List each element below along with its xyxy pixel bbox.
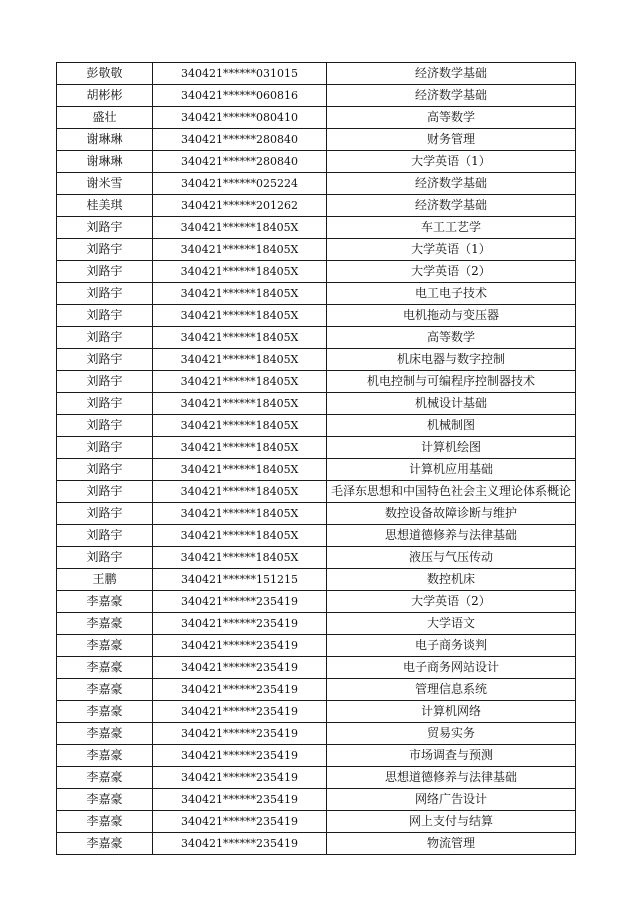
course-name-cell: 财务管理 <box>327 129 576 151</box>
student-name-cell: 刘路宇 <box>57 371 153 393</box>
table-row <box>57 129 576 151</box>
table-row <box>57 459 576 481</box>
student-name-cell: 刘路宇 <box>57 305 153 327</box>
id-number-cell: 340421******235419 <box>153 723 327 745</box>
course-name-cell: 大学英语（1） <box>327 151 576 173</box>
records-table <box>56 62 576 855</box>
course-name-cell: 经济数学基础 <box>327 195 576 217</box>
id-number-cell: 340421******235419 <box>153 767 327 789</box>
course-name-cell: 机电控制与可编程序控制器技术 <box>327 371 576 393</box>
course-name-cell: 数控机床 <box>327 569 576 591</box>
student-name-cell: 桂美琪 <box>57 195 153 217</box>
id-number-cell: 340421******025224 <box>153 173 327 195</box>
course-name-cell: 计算机网络 <box>327 701 576 723</box>
id-number-cell: 340421******201262 <box>153 195 327 217</box>
student-name-cell: 谢琳琳 <box>57 151 153 173</box>
table-row <box>57 305 576 327</box>
course-name-cell: 电子商务谈判 <box>327 635 576 657</box>
table-row <box>57 349 576 371</box>
course-name-cell: 车工工艺学 <box>327 217 576 239</box>
student-name-cell: 盛壮 <box>57 107 153 129</box>
table-row <box>57 85 576 107</box>
table-row <box>57 195 576 217</box>
course-name-cell: 机械制图 <box>327 415 576 437</box>
course-name-cell: 计算机绘图 <box>327 437 576 459</box>
student-name-cell: 李嘉豪 <box>57 679 153 701</box>
student-name-cell: 李嘉豪 <box>57 789 153 811</box>
student-name-cell: 刘路宇 <box>57 261 153 283</box>
course-name-cell: 经济数学基础 <box>327 85 576 107</box>
course-name-cell: 液压与气压传动 <box>327 547 576 569</box>
course-name-cell: 高等数学 <box>327 327 576 349</box>
student-name-cell: 刘路宇 <box>57 217 153 239</box>
student-name-cell: 刘路宇 <box>57 239 153 261</box>
student-name-cell: 刘路宇 <box>57 415 153 437</box>
table-row <box>57 371 576 393</box>
table-row <box>57 393 576 415</box>
table-row <box>57 107 576 129</box>
student-name-cell: 胡彬彬 <box>57 85 153 107</box>
student-name-cell: 李嘉豪 <box>57 767 153 789</box>
id-number-cell: 340421******080410 <box>153 107 327 129</box>
table-row <box>57 613 576 635</box>
course-name-cell: 经济数学基础 <box>327 63 576 85</box>
table-row <box>57 261 576 283</box>
id-number-cell: 340421******18405X <box>153 547 327 569</box>
table-row <box>57 415 576 437</box>
id-number-cell: 340421******18405X <box>153 371 327 393</box>
student-name-cell: 李嘉豪 <box>57 613 153 635</box>
id-number-cell: 340421******18405X <box>153 217 327 239</box>
id-number-cell: 340421******235419 <box>153 701 327 723</box>
table-row <box>57 701 576 723</box>
id-number-cell: 340421******235419 <box>153 635 327 657</box>
course-name-cell: 市场调查与预测 <box>327 745 576 767</box>
course-name-cell: 高等数学 <box>327 107 576 129</box>
records-table-body <box>57 63 576 855</box>
student-name-cell: 李嘉豪 <box>57 811 153 833</box>
student-name-cell: 刘路宇 <box>57 459 153 481</box>
table-row <box>57 657 576 679</box>
student-name-cell: 刘路宇 <box>57 283 153 305</box>
id-number-cell: 340421******18405X <box>153 327 327 349</box>
course-name-cell: 电机拖动与变压器 <box>327 305 576 327</box>
course-name-cell: 机械设计基础 <box>327 393 576 415</box>
table-row <box>57 679 576 701</box>
course-name-cell: 大学英语（2） <box>327 261 576 283</box>
course-name-cell: 网络广告设计 <box>327 789 576 811</box>
student-name-cell: 刘路宇 <box>57 481 153 503</box>
table-row <box>57 151 576 173</box>
student-name-cell: 李嘉豪 <box>57 591 153 613</box>
student-name-cell: 刘路宇 <box>57 393 153 415</box>
id-number-cell: 340421******18405X <box>153 459 327 481</box>
course-name-cell: 思想道德修养与法律基础 <box>327 525 576 547</box>
course-name-cell: 经济数学基础 <box>327 173 576 195</box>
id-number-cell: 340421******235419 <box>153 811 327 833</box>
table-row <box>57 173 576 195</box>
table-row <box>57 217 576 239</box>
course-name-cell: 机床电器与数字控制 <box>327 349 576 371</box>
student-name-cell: 李嘉豪 <box>57 635 153 657</box>
student-name-cell: 李嘉豪 <box>57 745 153 767</box>
id-number-cell: 340421******235419 <box>153 833 327 855</box>
student-name-cell: 李嘉豪 <box>57 657 153 679</box>
course-name-cell: 网上支付与结算 <box>327 811 576 833</box>
student-name-cell: 李嘉豪 <box>57 701 153 723</box>
table-row <box>57 591 576 613</box>
id-number-cell: 340421******235419 <box>153 591 327 613</box>
id-number-cell: 340421******18405X <box>153 283 327 305</box>
id-number-cell: 340421******235419 <box>153 789 327 811</box>
student-name-cell: 王鹏 <box>57 569 153 591</box>
table-row <box>57 525 576 547</box>
table-row <box>57 569 576 591</box>
table-row <box>57 635 576 657</box>
id-number-cell: 340421******151215 <box>153 569 327 591</box>
course-name-cell: 管理信息系统 <box>327 679 576 701</box>
table-row <box>57 767 576 789</box>
course-name-cell: 大学英语（2） <box>327 591 576 613</box>
course-name-cell: 物流管理 <box>327 833 576 855</box>
course-name-cell: 贸易实务 <box>327 723 576 745</box>
student-name-cell: 谢琳琳 <box>57 129 153 151</box>
id-number-cell: 340421******18405X <box>153 239 327 261</box>
course-name-cell: 思想道德修养与法律基础 <box>327 767 576 789</box>
id-number-cell: 340421******235419 <box>153 745 327 767</box>
student-name-cell: 李嘉豪 <box>57 723 153 745</box>
table-row <box>57 811 576 833</box>
id-number-cell: 340421******18405X <box>153 437 327 459</box>
course-name-cell: 电工电子技术 <box>327 283 576 305</box>
id-number-cell: 340421******280840 <box>153 151 327 173</box>
id-number-cell: 340421******18405X <box>153 261 327 283</box>
course-name-cell: 大学英语（1） <box>327 239 576 261</box>
id-number-cell: 340421******18405X <box>153 393 327 415</box>
student-name-cell: 李嘉豪 <box>57 833 153 855</box>
id-number-cell: 340421******031015 <box>153 63 327 85</box>
student-name-cell: 谢米雪 <box>57 173 153 195</box>
id-number-cell: 340421******060816 <box>153 85 327 107</box>
table-row <box>57 833 576 855</box>
student-name-cell: 刘路宇 <box>57 349 153 371</box>
course-name-cell: 大学语文 <box>327 613 576 635</box>
id-number-cell: 340421******235419 <box>153 679 327 701</box>
table-row <box>57 723 576 745</box>
student-name-cell: 刘路宇 <box>57 503 153 525</box>
id-number-cell: 340421******18405X <box>153 305 327 327</box>
table-row <box>57 63 576 85</box>
id-number-cell: 340421******18405X <box>153 481 327 503</box>
course-name-cell: 数控设备故障诊断与维护 <box>327 503 576 525</box>
table-row <box>57 745 576 767</box>
student-name-cell: 彭敬敬 <box>57 63 153 85</box>
table-row <box>57 481 576 503</box>
id-number-cell: 340421******235419 <box>153 657 327 679</box>
student-name-cell: 刘路宇 <box>57 327 153 349</box>
id-number-cell: 340421******18405X <box>153 525 327 547</box>
table-row <box>57 327 576 349</box>
id-number-cell: 340421******18405X <box>153 415 327 437</box>
table-row <box>57 437 576 459</box>
course-name-cell: 计算机应用基础 <box>327 459 576 481</box>
course-name-cell: 毛泽东思想和中国特色社会主义理论体系概论 <box>327 481 576 503</box>
student-name-cell: 刘路宇 <box>57 525 153 547</box>
student-name-cell: 刘路宇 <box>57 547 153 569</box>
table-row <box>57 547 576 569</box>
id-number-cell: 340421******280840 <box>153 129 327 151</box>
table-row <box>57 239 576 261</box>
id-number-cell: 340421******18405X <box>153 503 327 525</box>
id-number-cell: 340421******18405X <box>153 349 327 371</box>
table-row <box>57 503 576 525</box>
id-number-cell: 340421******235419 <box>153 613 327 635</box>
table-row <box>57 789 576 811</box>
table-row <box>57 283 576 305</box>
course-name-cell: 电子商务网站设计 <box>327 657 576 679</box>
student-name-cell: 刘路宇 <box>57 437 153 459</box>
